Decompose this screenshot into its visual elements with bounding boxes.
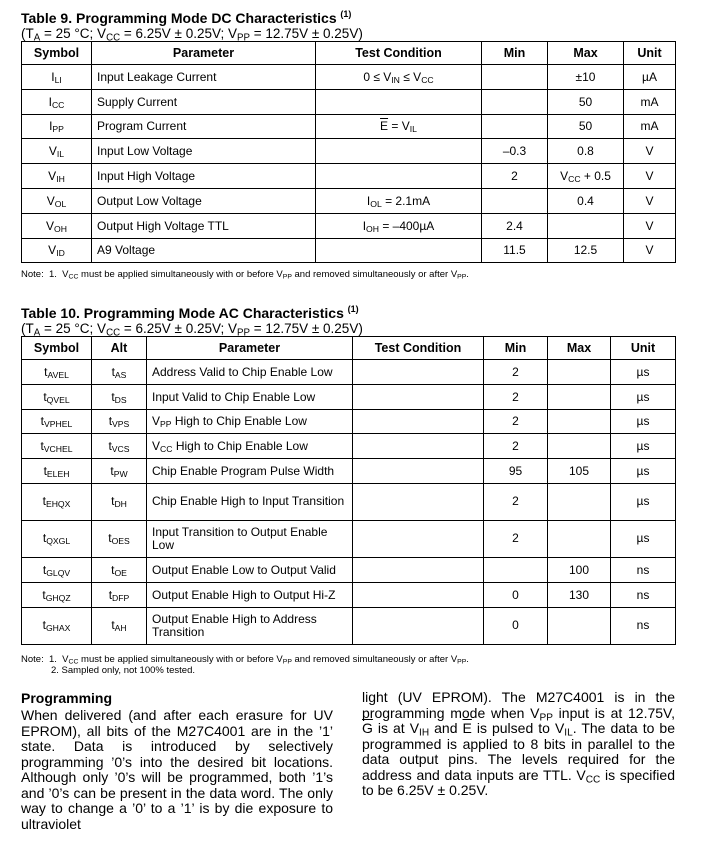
table10-title-note: (1) [347, 304, 359, 314]
alt-cell: $t_{OE}$ [92, 557, 147, 582]
table9-caption [21, 7, 363, 44]
table9-note [21, 269, 469, 280]
test-condition-cell [316, 164, 482, 189]
alt-cell: $t_{AH}$ [92, 607, 147, 644]
header-min: Min [484, 337, 548, 360]
max-cell: 100 [548, 557, 611, 582]
unit-cell: mA [624, 89, 676, 114]
header-symbol: Symbol [22, 337, 92, 360]
table9-title-note: (1) [340, 9, 352, 19]
symbol-cell: $V_{ID}$ [22, 238, 92, 263]
vcc-value: 6.25V ± 0.25V [135, 321, 221, 336]
test-condition-cell [316, 139, 482, 164]
min-cell: 2 [484, 434, 548, 459]
max-cell [548, 607, 611, 644]
unit-cell: µs [611, 520, 676, 557]
test-condition-cell [353, 459, 484, 484]
symbol-cell: $V_{IL}$ [22, 139, 92, 164]
header-symbol: Symbol [22, 42, 92, 65]
unit-cell: µA [624, 65, 676, 90]
parameter-cell: Chip Enable Program Pulse Width [147, 459, 353, 484]
min-cell: 0 [484, 582, 548, 607]
table-row [22, 188, 676, 213]
table-row [22, 582, 676, 607]
programming-text-right: light (UV EPROM). The M27C4001 is in the programming mode when $V_{PP}$ input is at 12.75V, $\overline{G}$ is at $V_{IH}$ and $\overline{E}$ is pulsed to $V_{IL}$. The data to be programmed is applied to 8 bits in parallel to the data output pins. The levels required for the address and data inputs are TTL. $V_{CC}$ is specified to be 6.25V ± 0.25V. [362, 689, 675, 798]
alt-cell: $t_{VCS}$ [92, 434, 147, 459]
unit-cell: V [624, 238, 676, 263]
parameter-cell: Output Low Voltage [92, 188, 316, 213]
unit-cell: ns [611, 557, 676, 582]
table9-note-1: Note: 1. $V_{CC}$ must be applied simultaneously with or before $V_{PP}$ and removed simultaneously or after $V_{PP}$. [21, 269, 469, 281]
test-condition-cell: $0 \le V_{IN} \le V_{CC}$ [316, 65, 482, 90]
table-row [22, 557, 676, 582]
unit-cell: mA [624, 114, 676, 139]
table-row [22, 483, 676, 520]
parameter-cell: Output Enable High to Output Hi-Z [147, 582, 353, 607]
header-test-condition: Test Condition [316, 42, 482, 65]
max-cell: ±10 [548, 65, 624, 90]
table-row [22, 409, 676, 434]
min-cell: –0.3 [482, 139, 548, 164]
parameter-cell: A9 Voltage [92, 238, 316, 263]
parameter-cell: Output High Voltage TTL [92, 213, 316, 238]
max-cell: 105 [548, 459, 611, 484]
alt-cell: $t_{DS}$ [92, 384, 147, 409]
max-cell: 12.5 [548, 238, 624, 263]
parameter-cell: Output Enable Low to Output Valid [147, 557, 353, 582]
test-condition-cell [316, 89, 482, 114]
test-condition-cell [353, 520, 484, 557]
test-condition-cell [353, 607, 484, 644]
parameter-cell: Input Valid to Chip Enable Low [147, 384, 353, 409]
symbol-cell: $I_{CC}$ [22, 89, 92, 114]
min-cell [482, 114, 548, 139]
parameter-cell: Input Transition to Output Enable Low [147, 520, 353, 557]
min-cell [482, 89, 548, 114]
test-condition-cell [353, 434, 484, 459]
symbol-cell: $t_{GHAX}$ [22, 607, 92, 644]
unit-cell: V [624, 139, 676, 164]
symbol-cell: $I_{LI}$ [22, 65, 92, 90]
unit-cell: µs [611, 483, 676, 520]
max-cell [548, 483, 611, 520]
test-condition-cell [316, 238, 482, 263]
symbol-cell: $V_{OH}$ [22, 213, 92, 238]
min-cell [484, 557, 548, 582]
table10-notes [21, 654, 469, 676]
programming-text-left: When delivered (and after each erasure for UV EPROM), all bits of the M27C4001 are in the ’1’ state. Data is introduced by selectively programming ’0’s into the desired bit locations. Although only ’0’s will be programmed, both ’1’s and ’0’s can be present in the data word. The only way to change a ’0’ to a ’1’ is by die exposure to ultraviolet [21, 707, 333, 832]
table-row [22, 384, 676, 409]
table10-caption [21, 302, 363, 339]
max-cell [548, 213, 624, 238]
symbol-cell: $V_{OL}$ [22, 188, 92, 213]
unit-cell: ns [611, 582, 676, 607]
table-row [22, 139, 676, 164]
max-cell [548, 434, 611, 459]
min-cell: 2.4 [482, 213, 548, 238]
symbol-cell: $t_{AVEL}$ [22, 360, 92, 385]
min-cell [482, 65, 548, 90]
header-test-condition: Test Condition [353, 337, 484, 360]
alt-cell: $t_{PW}$ [92, 459, 147, 484]
programming-heading: Programming [21, 690, 113, 706]
parameter-cell: Input Low Voltage [92, 139, 316, 164]
unit-cell: µs [611, 409, 676, 434]
table10-note-2: 2. Sampled only, not 100% tested. [51, 665, 195, 676]
alt-cell: $t_{VPS}$ [92, 409, 147, 434]
header-unit: Unit [611, 337, 676, 360]
header-min: Min [482, 42, 548, 65]
alt-cell: $t_{DFP}$ [92, 582, 147, 607]
table-row [22, 459, 676, 484]
unit-cell: µs [611, 434, 676, 459]
parameter-cell: Address Valid to Chip Enable Low [147, 360, 353, 385]
table-row [22, 65, 676, 90]
table-row [22, 213, 676, 238]
ta-value: 25 °C [55, 26, 90, 41]
unit-cell: V [624, 164, 676, 189]
unit-cell: ns [611, 607, 676, 644]
min-cell: 95 [484, 459, 548, 484]
vpp-value: 12.75V ± 0.25V [265, 321, 359, 336]
parameter-cell: Supply Current [92, 89, 316, 114]
vpp-value: 12.75V ± 0.25V [265, 26, 359, 41]
header-alt: Alt [92, 337, 147, 360]
parameter-cell: Input High Voltage [92, 164, 316, 189]
table-row [22, 520, 676, 557]
min-cell: 2 [484, 384, 548, 409]
test-condition-cell [353, 582, 484, 607]
parameter-cell: Output Enable High to Address Transition [147, 607, 353, 644]
parameter-cell: $V_{PP}$ High to Chip Enable Low [147, 409, 353, 434]
test-condition-cell [353, 360, 484, 385]
table10-ac-characteristics [21, 336, 676, 645]
min-cell: 2 [482, 164, 548, 189]
max-cell [548, 520, 611, 557]
unit-cell: V [624, 188, 676, 213]
header-parameter: Parameter [92, 42, 316, 65]
test-condition-cell [353, 409, 484, 434]
symbol-cell: $t_{EHQX}$ [22, 483, 92, 520]
symbol-cell: $t_{VCHEL}$ [22, 434, 92, 459]
symbol-cell: $t_{ELEH}$ [22, 459, 92, 484]
max-cell [548, 409, 611, 434]
table-row [22, 607, 676, 644]
max-cell: $V_{CC} + 0.5$ [548, 164, 624, 189]
table-row [22, 164, 676, 189]
header-parameter: Parameter [147, 337, 353, 360]
min-cell: 2 [484, 360, 548, 385]
test-condition-cell: $I_{OL} = 2.1mA$ [316, 188, 482, 213]
min-cell: 0 [484, 607, 548, 644]
max-cell: 130 [548, 582, 611, 607]
parameter-cell: $V_{CC}$ High to Chip Enable Low [147, 434, 353, 459]
symbol-cell: $t_{QXGL}$ [22, 520, 92, 557]
symbol-cell: $t_{VPHEL}$ [22, 409, 92, 434]
unit-cell: V [624, 213, 676, 238]
table9-dc-characteristics [21, 41, 676, 263]
max-cell [548, 360, 611, 385]
table-row [22, 434, 676, 459]
parameter-cell: Chip Enable High to Input Transition [147, 483, 353, 520]
table10-title: Table 10. Programming Mode AC Characteristics [21, 305, 344, 321]
table9-title: Table 9. Programming Mode DC Characteristics [21, 10, 337, 26]
table10-conditions: ($T_A = 25$ °C; $V_{CC} = 6.25V \pm 0.25V$; $V_{PP} = 12.75V \pm 0.25V$) [21, 321, 363, 339]
max-cell: 0.4 [548, 188, 624, 213]
test-condition-cell [353, 384, 484, 409]
alt-cell: $t_{OES}$ [92, 520, 147, 557]
symbol-cell: $V_{IH}$ [22, 164, 92, 189]
table-row [22, 89, 676, 114]
header-max: Max [548, 42, 624, 65]
table-row [22, 360, 676, 385]
max-cell [548, 384, 611, 409]
ta-value: 25 °C [55, 321, 90, 336]
min-cell: 2 [484, 409, 548, 434]
table10-header-row [22, 337, 676, 360]
max-cell: 50 [548, 114, 624, 139]
parameter-cell: Program Current [92, 114, 316, 139]
parameter-cell: Input Leakage Current [92, 65, 316, 90]
header-unit: Unit [624, 42, 676, 65]
max-cell: 50 [548, 89, 624, 114]
table10-note-1: Note: 1. $V_{CC}$ must be applied simultaneously with or before $V_{PP}$ and removed simultaneously or after $V_{PP}$. [21, 654, 469, 666]
symbol-cell: $t_{QVEL}$ [22, 384, 92, 409]
max-cell: 0.8 [548, 139, 624, 164]
min-cell: 2 [484, 483, 548, 520]
unit-cell: µs [611, 384, 676, 409]
test-condition-cell: $\overline{E} = V_{IL}$ [316, 114, 482, 139]
min-cell: 11.5 [482, 238, 548, 263]
symbol-cell: $t_{GLQV}$ [22, 557, 92, 582]
min-cell [482, 188, 548, 213]
alt-cell: $t_{DH}$ [92, 483, 147, 520]
table9-conditions: ($T_A = 25$ °C; $V_{CC} = 6.25V \pm 0.25V$; $V_{PP} = 12.75V \pm 0.25V$) [21, 26, 363, 44]
table-row [22, 114, 676, 139]
test-condition-cell [353, 483, 484, 520]
min-cell: 2 [484, 520, 548, 557]
test-condition-cell: $I_{OH} = -400\mu A$ [316, 213, 482, 238]
unit-cell: µs [611, 459, 676, 484]
unit-cell: µs [611, 360, 676, 385]
vcc-value: 6.25V ± 0.25V [135, 26, 221, 41]
table-row [22, 238, 676, 263]
header-max: Max [548, 337, 611, 360]
symbol-cell: $I_{PP}$ [22, 114, 92, 139]
symbol-cell: $t_{GHQZ}$ [22, 582, 92, 607]
alt-cell: $t_{AS}$ [92, 360, 147, 385]
table9-header-row [22, 42, 676, 65]
test-condition-cell [353, 557, 484, 582]
